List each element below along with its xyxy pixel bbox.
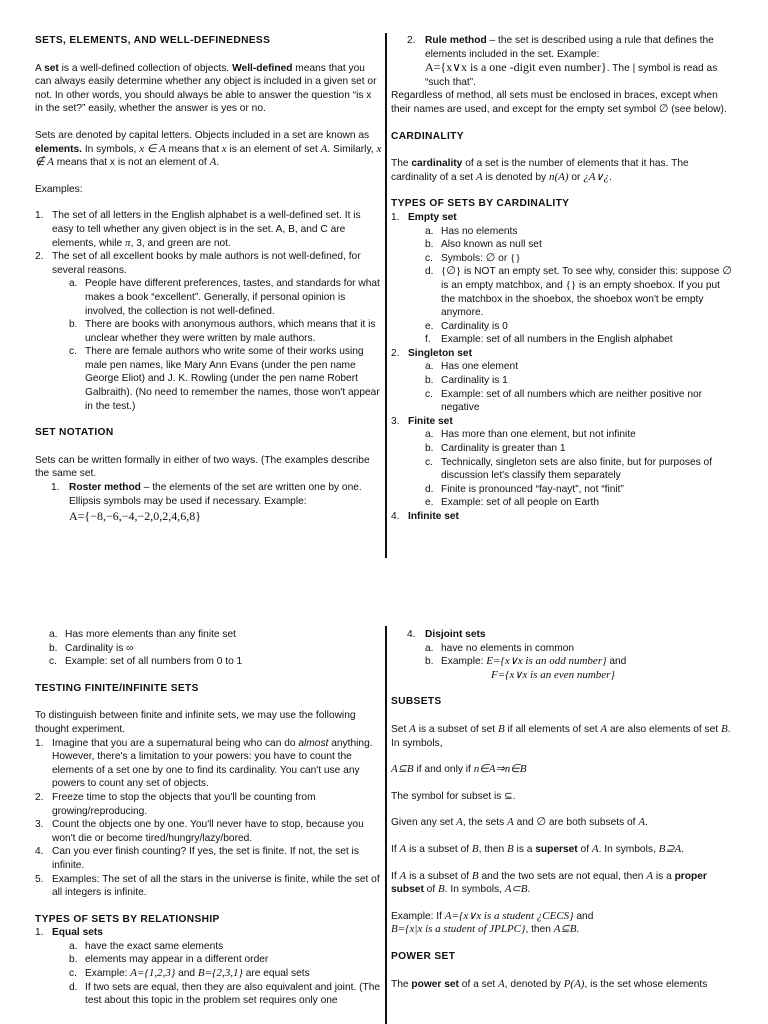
list-item: d. If two sets are equal, then they are also equivalent and joint. (The test about this topic in the problem set requires only one [69, 981, 381, 1007]
section-heading: SUBSETS [391, 696, 442, 708]
paragraph: The symbol for subset is ⊆. [391, 790, 516, 802]
paragraph: To distinguish between finite and infinite sets, we may use the following thought experiment. [35, 710, 356, 735]
page1-right-column [391, 34, 733, 524]
list-item: c. Technically, singleton sets are also finite, but for purposes of discussion let's classify them separately [425, 456, 713, 482]
section-heading: POWER SET [391, 950, 456, 962]
list-item: 4. Infinite set [391, 511, 459, 522]
list-item: a. have the exact same elements [69, 940, 224, 952]
list-item: 1. The set of all letters in the English alphabet is a well-defined set. It is easy to tell whether any given object is in the set. A, B, and C are elements, while π, 3, and green are not. [35, 210, 361, 249]
paragraph: Regardless of method, all sets must be enclosed in braces, except when their names are used, and except for the empty set symbol ∅ (see below). [391, 90, 727, 115]
list-item: a. Has more than one element, but not infinite [425, 429, 636, 441]
equation: A={−8,−6,−4,−2,0,2,4,6,8} [69, 509, 202, 524]
section-heading: SETS, ELEMENTS, AND WELL-DEFINEDNESS [35, 35, 271, 46]
list-item: b. Also known as null set [425, 239, 542, 251]
section-heading: TYPES OF SETS BY CARDINALITY [391, 198, 570, 210]
list-item: b. Cardinality is 1 [425, 375, 508, 387]
list-item: c. Symbols: ∅ or {} [425, 251, 521, 264]
list-item: a. Has one element [425, 361, 519, 373]
list-item: c. Example: set of all numbers which are neither positive nor negative [425, 388, 703, 414]
paragraph: Sets can be written formally in either of two ways. (The examples describe the same set. [35, 454, 370, 480]
list-item: 1. Empty set [391, 211, 457, 223]
paragraph: Sets are denoted by capital letters. Objects included in a set are known as elements. In symbols, x ∈ A means that x is an element of set A. Similarly, x ∉ A means that x is not an element of A. [35, 129, 382, 169]
list-item: 2. Freeze time to stop the objects that you'll be counting from growing/reproducing. [35, 791, 316, 817]
equation: A={x∨x is a one -digit even number} [425, 60, 607, 75]
list-item: c. Example: set of all numbers from 0 to 1 [49, 656, 243, 668]
page1-left-column [35, 34, 382, 524]
list-item: 1. Imagine that you are a supernatural being who can do almost anything. However, there's a limitation to your powers: you have to count the elements of a set one by one to find its cardinality. You can't use any powers to count any set of objects. [35, 737, 373, 790]
paragraph: A set is a well-defined collection of objects. Well-defined means that you can always easily determine whether any object is included in a given set or not. In other words, you should always be able to answer the question “is x in the set?” easily, whether the answer is yes or no. [35, 62, 377, 115]
list-item: b. Cardinality is greater than 1 [425, 443, 566, 455]
list-item: 2. Singleton set [391, 347, 472, 359]
list-item: a. People have different preferences, tastes, and standards for what makes a book “excellent”. Generally, if personal opinion is involved, the collection is not well-defined. [69, 278, 380, 317]
paragraph: Example: If A={x∨x is a student ¿CECS} and B={x|x is a student of JPLPC}, then A⊆B. [391, 909, 594, 936]
page2-right-column [391, 628, 733, 1004]
list-item: c. There are female authors who write some of their works using male pen names, like Mary Ann Evans (under the pen name George Eliot) and J. K. Rowling (under the pen name Robert Galbraith). (No need to remember the names, those won't appear in the test.) [69, 346, 380, 412]
list-item: d. {∅} is NOT an empty set. To see why, consider this: suppose ∅ is an empty matchbox, and {} is an empty shoebox. If you put the matchbox in the shoebox, the shoebox won't be empty anymore. [425, 265, 732, 319]
paragraph: If A is a subset of B and the two sets are not equal, then A is a proper subset of B. In symbols, A⊂B. [391, 869, 707, 896]
list-item: e. Example: set of all people on Earth [425, 497, 600, 509]
list-item: e. Cardinality is 0 [425, 320, 508, 332]
list-item: b. Example: E={x∨x is an odd number} and F={x∨x is an even number} [425, 655, 627, 681]
paragraph: The power set of a set A, denoted by P(A), is the set whose elements [391, 977, 708, 990]
column-divider [385, 33, 387, 558]
section-heading: SET NOTATION [35, 427, 114, 439]
list-item: f. Example: set of all numbers in the English alphabet [425, 334, 673, 346]
list-item: a. Has more elements than any finite set [49, 629, 237, 640]
paragraph: Examples: [35, 183, 83, 195]
section-heading: TYPES OF SETS BY RELATIONSHIP [35, 913, 220, 925]
section-heading: TESTING FINITE/INFINITE SETS [35, 682, 199, 694]
paragraph: A⊆B if and only if n∈A⇒n∈B [391, 763, 527, 776]
list-item: 4. Disjoint sets [407, 629, 486, 640]
section-heading: CARDINALITY [391, 130, 464, 142]
list-item: 1. Equal sets [35, 927, 103, 939]
page2-left-column [35, 628, 382, 1008]
list-item: b. Cardinality is ∞ [49, 642, 134, 654]
list-item: 3. Finite set [391, 415, 453, 427]
list-item: 5. Examples: The set of all the stars in the universe is finite, while the set of all integers is infinite. [35, 873, 380, 899]
list-item: 2. Rule method – the set is described using a rule that defines the elements included in the set. Example: A={x∨x is a one -digit even number}. The | symbol is read as “such that”. [407, 35, 718, 88]
list-item: 2. The set of all excellent books by male authors is not well-defined, for several reasons. [35, 251, 361, 276]
list-item: 4. Can you ever finish counting? If yes, the set is finite. If not, the set is infinite. [35, 846, 359, 871]
list-item: 1. Roster method – the elements of the set are written one by one. Ellipsis symbols may be used if necessary. Example: [51, 482, 362, 507]
paragraph: If A is a subset of B, then B is a superset of A. In symbols, B⊇A. [391, 842, 685, 855]
list-item: a. Has no elements [425, 225, 518, 237]
paragraph: Set A is a subset of set B if all elements of set A are also elements of set B. In symbols, [391, 722, 731, 749]
paragraph: Given any set A, the sets A and ∅ are both subsets of A. [391, 816, 648, 829]
list-item: b. elements may appear in a different order [69, 954, 269, 966]
list-item: c. Example: A={1,2,3} and B={2,3,1} are equal sets [69, 967, 310, 980]
paragraph: The cardinality of a set is the number of elements that it has. The cardinality of a set A is denoted by n(A) or ¿A∨¿. [391, 158, 689, 183]
column-divider [385, 626, 387, 1024]
list-item: a. have no elements in common [425, 642, 575, 654]
list-item: 3. Count the objects one by one. You'll never have to stop, because you won't die or become tired/hungry/lazy/bored. [35, 819, 364, 844]
list-item: d. Finite is pronounced “fay-nayt”, not “finit” [425, 483, 624, 495]
list-item: b. There are books with anonymous authors, which means that it is unclear whether they were written by male authors. [69, 319, 376, 344]
